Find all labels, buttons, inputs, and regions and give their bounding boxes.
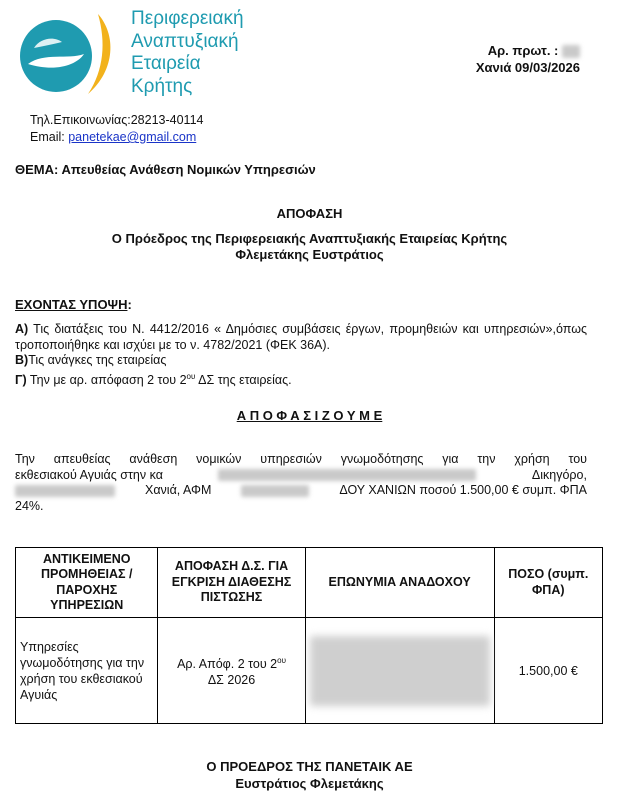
considering-list bbox=[15, 322, 587, 388]
table-header-cell: ΕΠΩΝΥΜΙΑ ΑΝΑΔΟΧΟΥ bbox=[305, 548, 494, 618]
company-logo-icon bbox=[14, 8, 126, 104]
award-table bbox=[15, 547, 603, 724]
company-name-line: Κρήτης bbox=[131, 75, 193, 97]
redacted-contractor-name bbox=[310, 636, 490, 706]
item-text-end: ΔΣ της εταιρείας. bbox=[195, 372, 292, 387]
signature-line1: Ο ΠΡΟΕΔΡΟΣ ΤΗΣ ΠΑΝΕΤΑΙΚ ΑΕ bbox=[206, 759, 413, 774]
table-header-cell: ΑΠΟΦΑΣΗ Δ.Σ. ΓΙΑ ΕΓΚΡΙΣΗ ΔΙΑΘΕΣΗΣ ΠΙΣΤΩΣΗΣ bbox=[158, 548, 305, 618]
considering-item-c bbox=[15, 369, 587, 389]
item-text: Την με αρ. απόφαση 2 του 2 bbox=[26, 372, 187, 387]
redacted-name bbox=[218, 469, 476, 481]
decision-text: Αρ. Απόφ. 2 του 2 bbox=[177, 657, 278, 672]
resolve-line3 bbox=[15, 483, 587, 499]
redacted-tax-id bbox=[241, 485, 309, 497]
item-text: Τις διατάξεις του Ν. 4412/2016 « Δημόσιες συμβάσεις έργων, προμηθειών και υπηρεσιών»,όπως τροποποιήθηκε και ισχύει με το ν. 4782/2021 (ΦΕΚ 36Α). bbox=[15, 322, 587, 352]
redacted-protocol-number bbox=[562, 45, 580, 58]
considering-item-b bbox=[15, 353, 587, 369]
considering-heading-text: ΕΧΟΝΤΑΣ ΥΠΟΨΗ bbox=[15, 297, 128, 312]
item-label: Γ) bbox=[15, 372, 27, 387]
resolve-text bbox=[15, 452, 587, 514]
company-name bbox=[131, 8, 244, 98]
item-label: Β) bbox=[15, 353, 29, 367]
decision-text-end: ΔΣ 2026 bbox=[207, 673, 256, 688]
item-sup: ου bbox=[186, 371, 196, 381]
protocol-label: Αρ. πρωτ. : bbox=[487, 43, 559, 58]
decision-sup: ου bbox=[277, 655, 286, 665]
table-header-cell: ΠΟΣΟ (συμπ. ΦΠΑ) bbox=[494, 548, 602, 618]
table-header-row bbox=[16, 548, 603, 618]
company-name-line: Περιφερειακή bbox=[131, 8, 244, 29]
table-cell-contractor bbox=[305, 618, 494, 724]
considering-item-a bbox=[15, 322, 587, 353]
item-label: Α) bbox=[15, 322, 29, 336]
decision-by-line1: Ο Πρόεδρος της Περιφερειακής Αναπτυξιακής Εταιρείας Κρήτης bbox=[111, 231, 508, 246]
resolve-line3-mid: Χανιά, ΑΦΜ bbox=[144, 483, 212, 497]
place-date: Χανιά 09/03/2026 bbox=[475, 60, 580, 75]
item-text: Τις ανάγκες της εταιρείας bbox=[28, 353, 167, 367]
email-link[interactable]: panetekae@gmail.com bbox=[68, 130, 197, 144]
table-cell-amount: 1.500,00 € bbox=[494, 618, 602, 724]
company-name-line: Αναπτυξιακή bbox=[131, 30, 239, 52]
considering-heading bbox=[15, 297, 132, 312]
resolve-line2-start: εκθεσιακού Αγυιάς στην κα bbox=[15, 467, 163, 482]
company-name-line: Εταιρεία bbox=[131, 53, 201, 74]
signature-line2: Ευστράτιος Φλεμετάκης bbox=[235, 776, 384, 791]
resolve-heading-text: Α Π Ο Φ Α Σ Ι Ζ Ο Υ Μ Ε bbox=[236, 408, 383, 423]
phone: Τηλ.Επικοινωνίας:28213-40114 bbox=[30, 113, 204, 127]
considering-colon: : bbox=[127, 297, 132, 312]
table-row bbox=[16, 618, 603, 724]
email-label: Email: bbox=[30, 130, 65, 144]
resolve-line3-end: ΔΟΥ ΧΑΝΙΩΝ ποσού 1.500,00 € συμπ. ΦΠΑ bbox=[339, 483, 587, 497]
email-line bbox=[30, 129, 203, 146]
resolve-line1: Την απευθείας ανάθεση νομικών υπηρεσιών γνωμοδότησης για την χρήση του bbox=[15, 452, 587, 466]
subject: ΘΕΜΑ: Απευθείας Ανάθεση Νομικών Υπηρεσιών bbox=[15, 162, 316, 177]
resolve-heading bbox=[0, 408, 619, 423]
protocol-block bbox=[440, 42, 580, 76]
table-header-cell: ΑΝΤΙΚΕΙΜΕΝΟ ΠΡΟΜΗΘΕΙΑΣ / ΠΑΡΟΧΗΣ ΥΠΗΡΕΣΙΩΝ bbox=[16, 548, 158, 618]
table-cell-subject: Υπηρεσίες γνωμοδότησης για την χρήση του εκθεσιακού Αγυιάς bbox=[16, 618, 158, 724]
resolve-line2 bbox=[15, 468, 587, 484]
protocol-line bbox=[440, 42, 580, 59]
contact-block bbox=[30, 112, 203, 146]
resolve-line2-end: Δικηγόρο, bbox=[531, 467, 587, 482]
resolve-line4: 24%. bbox=[15, 498, 44, 513]
redacted-address bbox=[15, 485, 115, 497]
table-cell-decision bbox=[158, 618, 305, 724]
decision-by-line2: Φλεμετάκης Ευστράτιος bbox=[235, 247, 384, 262]
decision-title: ΑΠΟΦΑΣΗ bbox=[276, 206, 343, 221]
